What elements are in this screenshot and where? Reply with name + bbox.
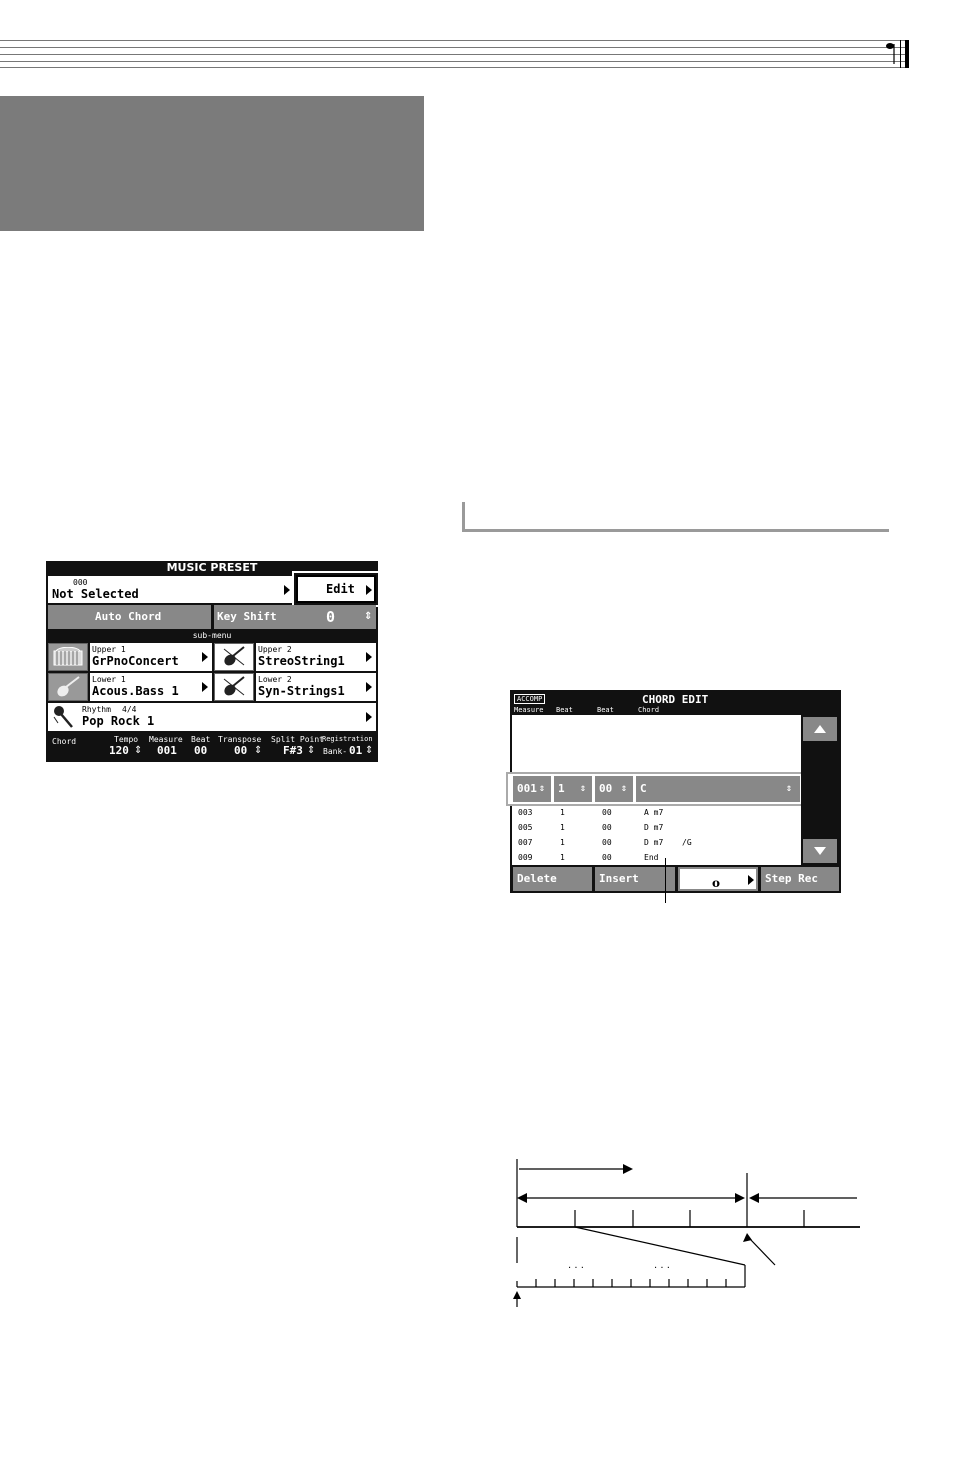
part-icon-upper2[interactable] xyxy=(214,643,254,671)
part-icon-lower2[interactable] xyxy=(214,673,254,701)
rhythm-name: Pop Rock 1 xyxy=(82,714,155,728)
row-beat: 1 xyxy=(560,808,565,817)
arrow-right-icon xyxy=(366,652,372,662)
chord-field[interactable] xyxy=(636,776,800,802)
step-rec-label: Step Rec xyxy=(765,872,818,885)
timeline-dots-1: . . . xyxy=(568,1260,584,1271)
part-label: Lower 1 xyxy=(92,675,126,684)
music-preset-screen xyxy=(46,561,378,762)
part-upper2[interactable] xyxy=(256,643,376,671)
chord-edit-header xyxy=(512,692,839,715)
measure-field[interactable] xyxy=(513,776,551,802)
tempo-value[interactable]: 120 xyxy=(109,744,129,757)
row-measure: 007 xyxy=(518,838,533,847)
part-name: GrPnoConcert xyxy=(92,654,179,668)
timeline-diagram xyxy=(505,1155,865,1315)
section-title-block xyxy=(0,96,424,231)
auto-chord-label: Auto Chord xyxy=(95,610,162,623)
measure-value[interactable]: 001 xyxy=(157,744,177,757)
chord-edit-screen xyxy=(510,690,841,893)
row-beat: 1 xyxy=(560,838,565,847)
up-down-icon[interactable]: ⇕ xyxy=(254,745,263,756)
part-lower2[interactable] xyxy=(256,673,376,701)
rhythm-selector[interactable] xyxy=(48,703,376,731)
beat-value: 1 xyxy=(558,782,565,795)
arrow-right-icon xyxy=(202,652,208,662)
rhythm-meter: 4/4 xyxy=(122,705,137,714)
col-header-chord: Chord xyxy=(638,706,660,714)
preset-selector[interactable] xyxy=(48,576,292,603)
key-shift-value: 0 xyxy=(326,608,336,626)
rhythm-label: Rhythm xyxy=(82,705,111,714)
timeline-dots-2: . . . xyxy=(654,1260,670,1271)
piano-icon xyxy=(53,647,83,667)
split-point-label: Split Point xyxy=(271,735,324,744)
row-bass: /G xyxy=(682,838,692,847)
up-down-icon[interactable]: ⇕ xyxy=(307,745,316,756)
part-upper1[interactable] xyxy=(90,643,212,671)
arrow-right-icon xyxy=(202,682,208,692)
row-measure: 005 xyxy=(518,823,533,832)
microphone-icon xyxy=(52,705,78,729)
scroll-column xyxy=(801,715,839,865)
arrow-right-icon xyxy=(284,585,290,595)
key-shift-label: Key Shift xyxy=(217,610,277,623)
col-header-beat: Beat xyxy=(556,706,573,714)
violin-icon xyxy=(220,675,248,699)
submenu-label: sub-menu xyxy=(192,631,232,640)
chord-edit-button-bar xyxy=(512,865,839,891)
tick-field[interactable] xyxy=(595,776,633,802)
row-tick: 00 xyxy=(602,838,612,847)
up-down-icon[interactable]: ⇕ xyxy=(134,745,143,756)
tempo-label: Tempo xyxy=(114,735,139,744)
accomp-badge: ACCOMP xyxy=(514,694,545,704)
beat-value[interactable]: 00 xyxy=(194,744,208,757)
edit-label: Edit xyxy=(326,582,355,596)
registration-bank-label: Bank- xyxy=(323,747,348,756)
auto-chord-button[interactable] xyxy=(48,605,211,629)
note-value-label: o xyxy=(712,876,721,890)
up-down-icon: ⇕ xyxy=(580,783,587,794)
col-header-measure: Measure xyxy=(514,706,544,714)
beat-field[interactable] xyxy=(554,776,592,802)
part-name: StreoString1 xyxy=(258,654,345,668)
arrow-right-icon xyxy=(366,585,372,595)
arrow-right-icon xyxy=(366,682,372,692)
up-down-icon: ⇕ xyxy=(786,783,793,794)
music-note-icon xyxy=(885,40,899,68)
measure-label: Measure xyxy=(149,735,183,744)
row-beat: 1 xyxy=(560,823,565,832)
transpose-label: Transpose xyxy=(218,735,262,744)
part-label: Lower 2 xyxy=(258,675,292,684)
part-label: Upper 1 xyxy=(92,645,126,654)
row-tick: 00 xyxy=(602,823,612,832)
transpose-value[interactable]: 00 xyxy=(234,744,248,757)
row-measure: 009 xyxy=(518,853,533,862)
preset-number: 000 xyxy=(73,578,88,587)
row-measure: 003 xyxy=(518,808,533,817)
scroll-up-button[interactable] xyxy=(803,717,837,741)
registration-label: Registration xyxy=(322,735,373,743)
part-icon-upper1[interactable] xyxy=(48,643,88,671)
row-tick: 00 xyxy=(602,808,612,817)
screen-title: MUSIC PRESET xyxy=(166,561,258,574)
up-down-icon: ⇕ xyxy=(539,783,546,794)
scroll-down-button[interactable] xyxy=(803,839,837,863)
triangle-up-icon xyxy=(813,724,827,734)
part-name: Syn-Strings1 xyxy=(258,684,345,698)
col-header-beat-tick: Beat xyxy=(597,706,614,714)
row-tick: 00 xyxy=(602,853,612,862)
row-chord: D m7 xyxy=(644,823,664,832)
note-value-button[interactable] xyxy=(678,867,758,891)
edit-button[interactable] xyxy=(296,575,376,603)
violin-icon xyxy=(220,645,248,669)
row-chord: D m7 xyxy=(644,838,664,847)
arrow-right-icon xyxy=(748,875,754,885)
up-down-icon[interactable]: ⇕ xyxy=(365,745,374,756)
callout-line xyxy=(665,858,666,903)
split-point-value[interactable]: F#3 xyxy=(283,744,303,757)
up-down-icon: ⇕ xyxy=(621,783,628,794)
part-lower1[interactable] xyxy=(90,673,212,701)
registration-value[interactable]: 01 xyxy=(349,744,363,757)
row-chord: End xyxy=(644,853,659,862)
part-icon-lower1[interactable] xyxy=(48,673,88,701)
guitar-icon xyxy=(54,675,82,699)
section-heading-rule xyxy=(462,502,889,532)
part-name: Acous.Bass 1 xyxy=(92,684,179,698)
insert-label: Insert xyxy=(599,872,639,885)
row-beat: 1 xyxy=(560,853,565,862)
chord-value: C xyxy=(640,782,647,795)
row-chord: A m7 xyxy=(644,808,664,817)
step-rec-button[interactable] xyxy=(761,867,839,891)
up-down-icon: ⇕ xyxy=(364,611,373,622)
beat-label: Beat xyxy=(191,735,211,744)
delete-button[interactable] xyxy=(513,867,592,891)
chord-edit-title: CHORD EDIT xyxy=(642,693,709,706)
insert-button[interactable] xyxy=(595,867,675,891)
key-shift-control[interactable] xyxy=(214,605,376,629)
chord-label: Chord xyxy=(52,737,77,746)
preset-name: Not Selected xyxy=(52,587,139,601)
delete-label: Delete xyxy=(517,872,557,885)
measure-value: 001 xyxy=(517,782,537,795)
triangle-down-icon xyxy=(813,846,827,856)
part-label: Upper 2 xyxy=(258,645,292,654)
tick-value: 00 xyxy=(599,782,613,795)
arrow-right-icon xyxy=(366,712,372,722)
